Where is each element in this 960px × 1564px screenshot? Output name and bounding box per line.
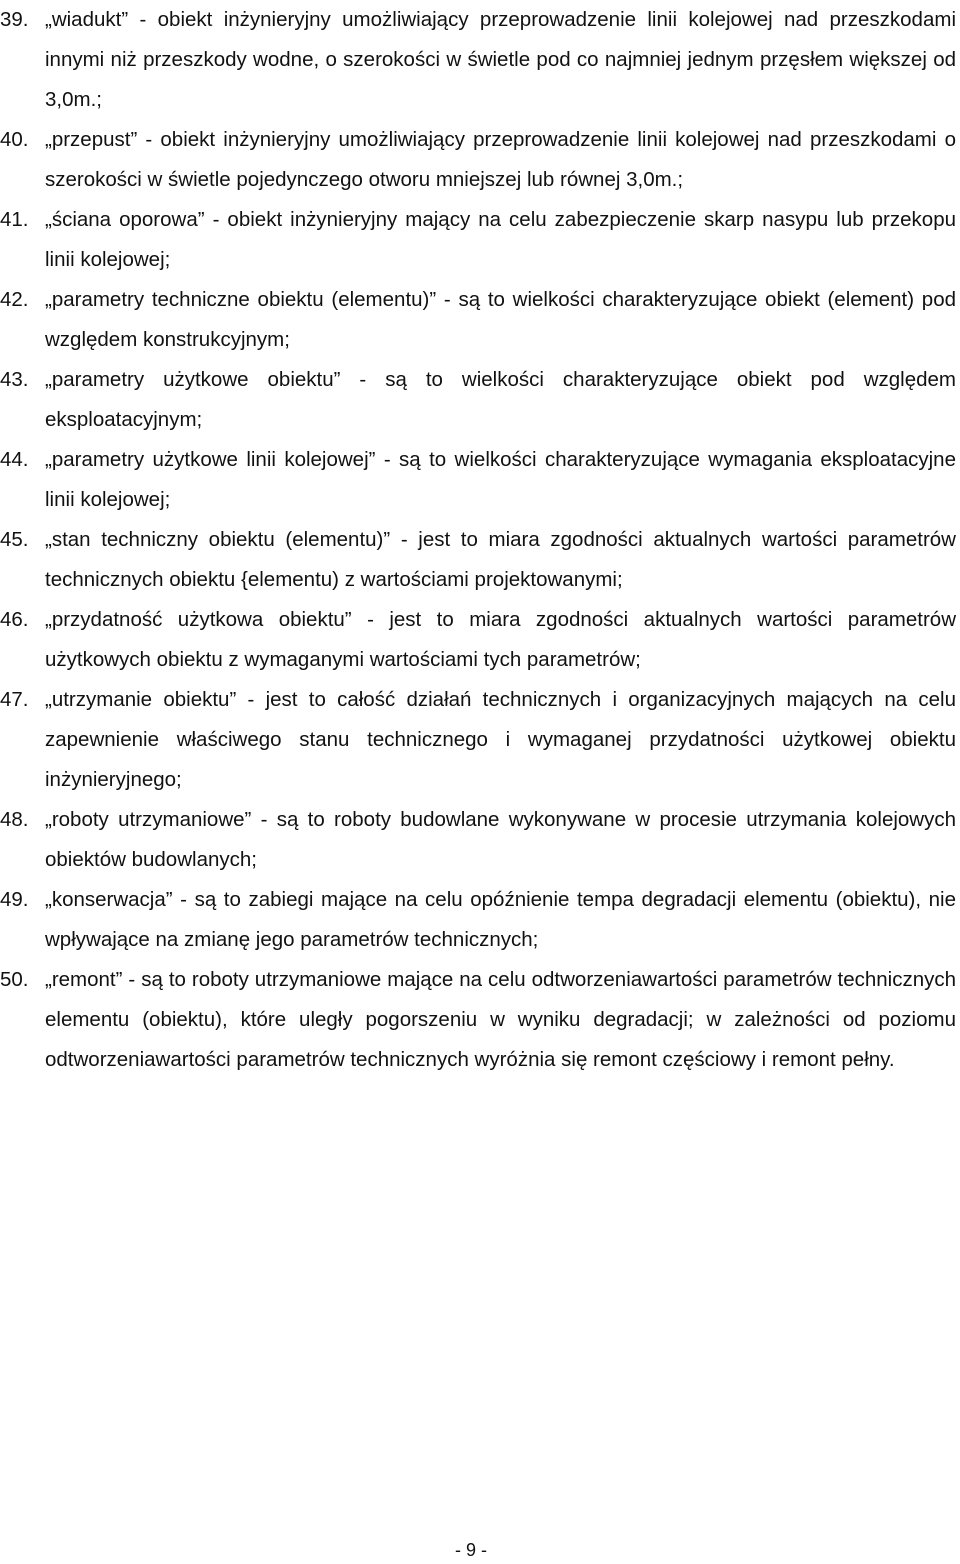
definition-text: „stan techniczny obiektu (elementu)” - jest to miara zgodności aktualnych wartości parametrów technicznych obiektu {elementu) z wartościami projektowanymi; <box>45 528 956 591</box>
item-number: 43. <box>0 368 29 391</box>
definition-text: „przydatność użytkowa obiektu” - jest to miara zgodności aktualnych wartości parametrów użytkowych obiektu z wymaganymi wartościami tych parametrów; <box>45 608 956 671</box>
item-number: 47. <box>0 688 29 711</box>
page-number: - 9 - <box>455 1540 488 1560</box>
definition-text: „ściana oporowa” - obiekt inżynieryjny mający na celu zabezpieczenie skarp nasypu lub przekopu linii kolejowej; <box>45 208 956 271</box>
definition-text: „przepust” - obiekt inżynieryjny umożliwiający przeprowadzenie linii kolejowej nad przeszkodami o szerokości w świetle pojedynczego otworu mniejszej lub równej 3,0m.; <box>45 128 956 191</box>
definition-text: „roboty utrzymaniowe” - są to roboty budowlane wykonywane w procesie utrzymania kolejowych obiektów budowlanych; <box>45 808 956 871</box>
item-number: 41. <box>0 208 29 231</box>
definition-item-48 <box>0 800 956 880</box>
definition-text: „remont” - są to roboty utrzymaniowe mające na celu odtworzeniawartości parametrów technicznych elementu (obiektu), które uległy pogorszeniu w wyniku degradacji; w zależności od poziomu odtworzeniawartości parametrów technicznych wyróżnia się remont częściowy i remont pełny. <box>45 968 956 1071</box>
item-number: 39. <box>0 8 29 31</box>
definition-item-46 <box>0 600 956 680</box>
definition-item-47 <box>0 680 956 800</box>
definition-text: „konserwacja” - są to zabiegi mające na celu opóźnienie tempa degradacji elementu (obiektu), nie wpływające na zmianę jego parametrów technicznych; <box>45 888 956 951</box>
item-number: 44. <box>0 448 29 471</box>
item-number: 49. <box>0 888 29 911</box>
definition-text: „parametry użytkowe linii kolejowej” - są to wielkości charakteryzujące wymagania eksploatacyjne linii kolejowej; <box>45 448 956 511</box>
definition-item-49 <box>0 880 956 960</box>
item-number: 45. <box>0 528 29 551</box>
item-number: 42. <box>0 288 29 311</box>
definition-item-39 <box>0 0 956 120</box>
definition-item-42 <box>0 280 956 360</box>
item-number: 48. <box>0 808 29 831</box>
definition-item-50 <box>0 960 956 1080</box>
definition-item-43 <box>0 360 956 440</box>
item-number: 50. <box>0 968 29 991</box>
item-number: 46. <box>0 608 29 631</box>
definition-item-41 <box>0 200 956 280</box>
item-number: 40. <box>0 128 29 151</box>
definition-item-44 <box>0 440 956 520</box>
definition-text: „parametry techniczne obiektu (elementu)” - są to wielkości charakteryzujące obiekt (element) pod względem konstrukcyjnym; <box>45 288 956 351</box>
definition-text: „wiadukt” - obiekt inżynieryjny umożliwiający przeprowadzenie linii kolejowej nad przeszkodami innymi niż przeszkody wodne, o szerokości w świetle pod co najmniej jednym przęsłem większej od 3,0m.; <box>45 8 956 111</box>
definition-text: „utrzymanie obiektu” - jest to całość działań technicznych i organizacyjnych mających na celu zapewnienie właściwego stanu technicznego i wymaganej przydatności użytkowej obiektu inżynieryjnego; <box>45 688 956 791</box>
definition-item-40 <box>0 120 956 200</box>
definition-item-45 <box>0 520 956 600</box>
definition-text: „parametry użytkowe obiektu” - są to wielkości charakteryzujące obiekt pod względem eksploatacyjnym; <box>45 368 956 431</box>
